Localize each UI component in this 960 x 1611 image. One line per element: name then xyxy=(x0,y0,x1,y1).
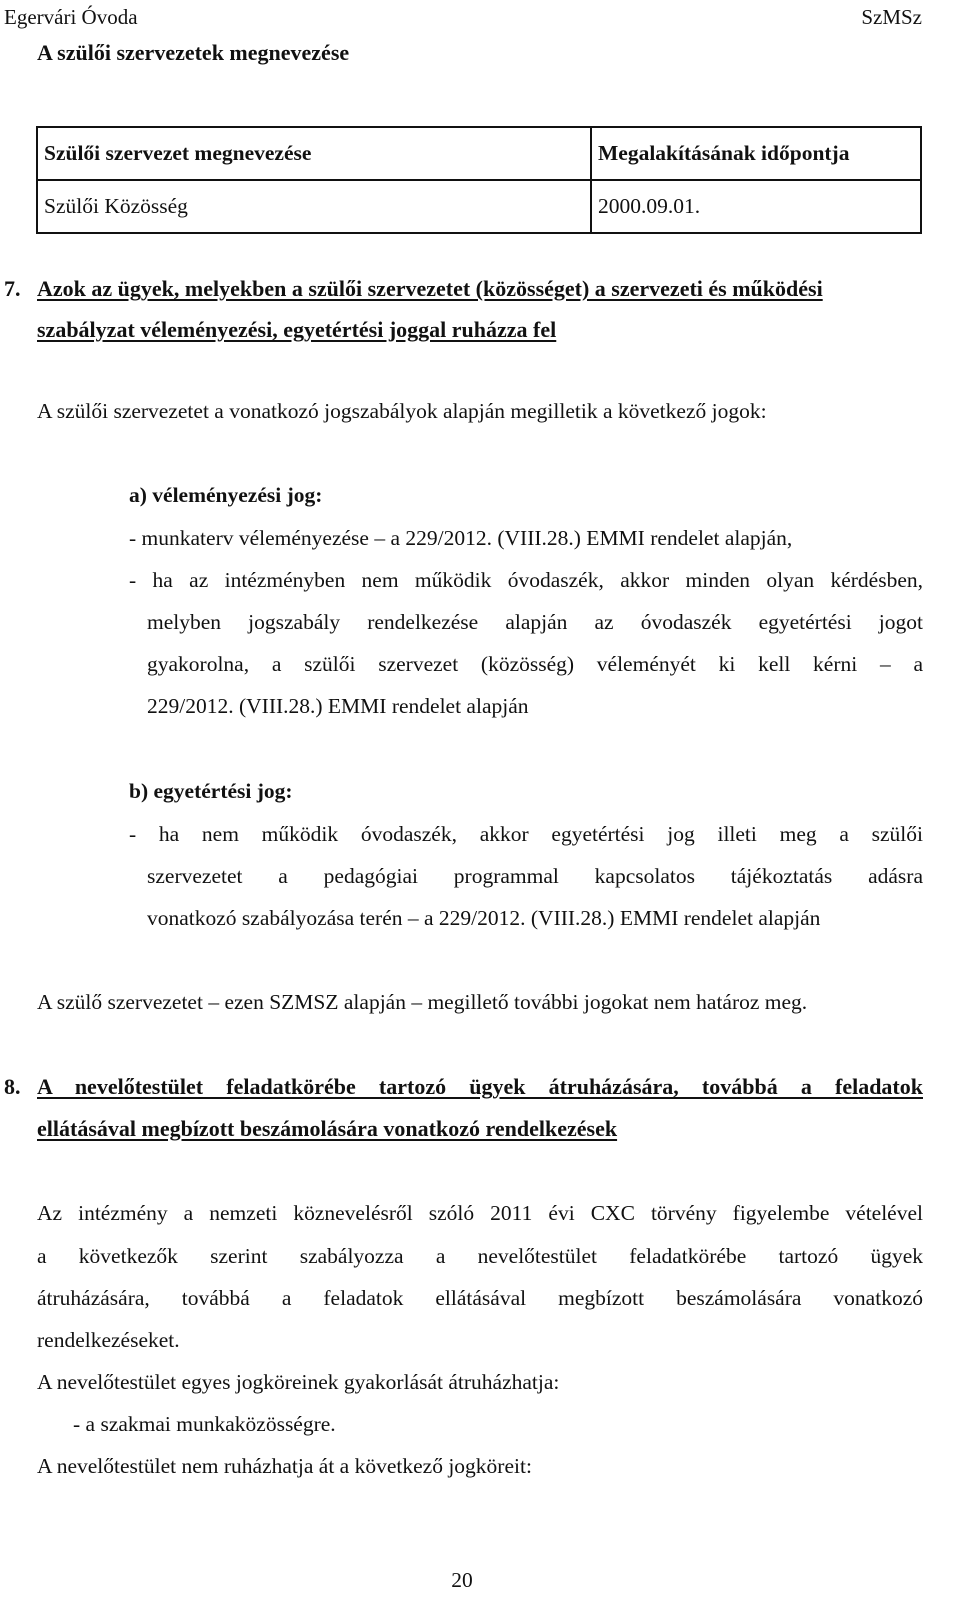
section8-p1-line2: a következők szerint szabályozza a nevelőtestület feladatkörébe tartozó ügyek xyxy=(37,1244,923,1268)
section7-a-item2-line2: melyben jogszabály rendelkezése alapján az óvodaszék egyetértési jogot xyxy=(147,610,923,634)
section8-p2-item: - a szakmai munkaközösségre. xyxy=(73,1412,336,1436)
page-heading: A szülői szervezetek megnevezése xyxy=(37,40,350,65)
section7-b-heading: b) egyetértési jog: xyxy=(129,779,293,803)
section7-b-item1-line3: vonatkozó szabályozása terén – a 229/2012. (VIII.28.) EMMI rendelet alapján xyxy=(147,906,821,930)
section7-b-item1-line1: - ha nem működik óvodaszék, akkor egyetértési jog illeti meg a szülői xyxy=(129,822,923,846)
section8-p2: A nevelőtestület egyes jogköreinek gyakorlását átruházhatja: xyxy=(37,1370,560,1394)
section8-number: 8. xyxy=(4,1074,21,1099)
section7-b-item1-line2: szervezetet a pedagógiai programmal kapcsolatos tájékoztatás adásra xyxy=(147,864,923,888)
section7-title-line2: szabályzat véleményezési, egyetértési joggal ruházza fel xyxy=(37,317,557,342)
section7-closing: A szülő szervezetet – ezen SZMSZ alapján – megillető további jogokat nem határoz meg. xyxy=(37,990,808,1014)
page-number: 20 xyxy=(451,1568,473,1592)
header-left: Egervári Óvoda xyxy=(4,5,138,29)
section7-a-item2-line1: - ha az intézményben nem működik óvodaszék, akkor minden olyan kérdésben, xyxy=(129,568,923,592)
section8-p3: A nevelőtestület nem ruházhatja át a következő jogköreit: xyxy=(37,1454,532,1478)
section7-number: 7. xyxy=(4,276,21,301)
parent-organizations-table xyxy=(36,126,922,234)
section7-intro: A szülői szervezetet a vonatkozó jogszabályok alapján megilletik a következő jogok: xyxy=(37,399,767,423)
section8-title-line2: ellátásával megbízott beszámolására vonatkozó rendelkezések xyxy=(37,1116,618,1141)
section7-a-item2-line3: gyakorolna, a szülői szervezet (közösség) véleményét ki kell kérni – a xyxy=(147,652,923,676)
section7-a-heading: a) véleményezési jog: xyxy=(129,483,323,507)
table-cell-date: 2000.09.01. xyxy=(591,180,921,233)
section7-a-item1: - munkaterv véleményezése – a 229/2012. (VIII.28.) EMMI rendelet alapján, xyxy=(129,526,793,550)
header-right: SzMSz xyxy=(861,5,922,29)
section8-p1-line3: átruházására, továbbá a feladatok ellátásával megbízott beszámolására vonatkozó xyxy=(37,1286,923,1310)
table-cell-name: Szülői Közösség xyxy=(37,180,591,233)
table-header-name: Szülői szervezet megnevezése xyxy=(37,127,591,180)
section7-title-line1: Azok az ügyek, melyekben a szülői szervezetet (közösséget) a szervezeti és működési xyxy=(37,276,823,301)
section8-p1-line4: rendelkezéseket. xyxy=(37,1328,180,1352)
section8-title-line1: A nevelőtestület feladatkörébe tartozó ügyek átruházására, továbbá a feladatok xyxy=(37,1074,923,1099)
section7-a-item2-line4: 229/2012. (VIII.28.) EMMI rendelet alapján xyxy=(147,694,529,718)
table-row xyxy=(37,180,921,233)
table-header-date: Megalakításának időpontja xyxy=(591,127,921,180)
table-header-row xyxy=(37,127,921,180)
section8-p1-line1: Az intézmény a nemzeti köznevelésről szóló 2011 évi CXC törvény figyelembe vételével xyxy=(37,1201,923,1225)
